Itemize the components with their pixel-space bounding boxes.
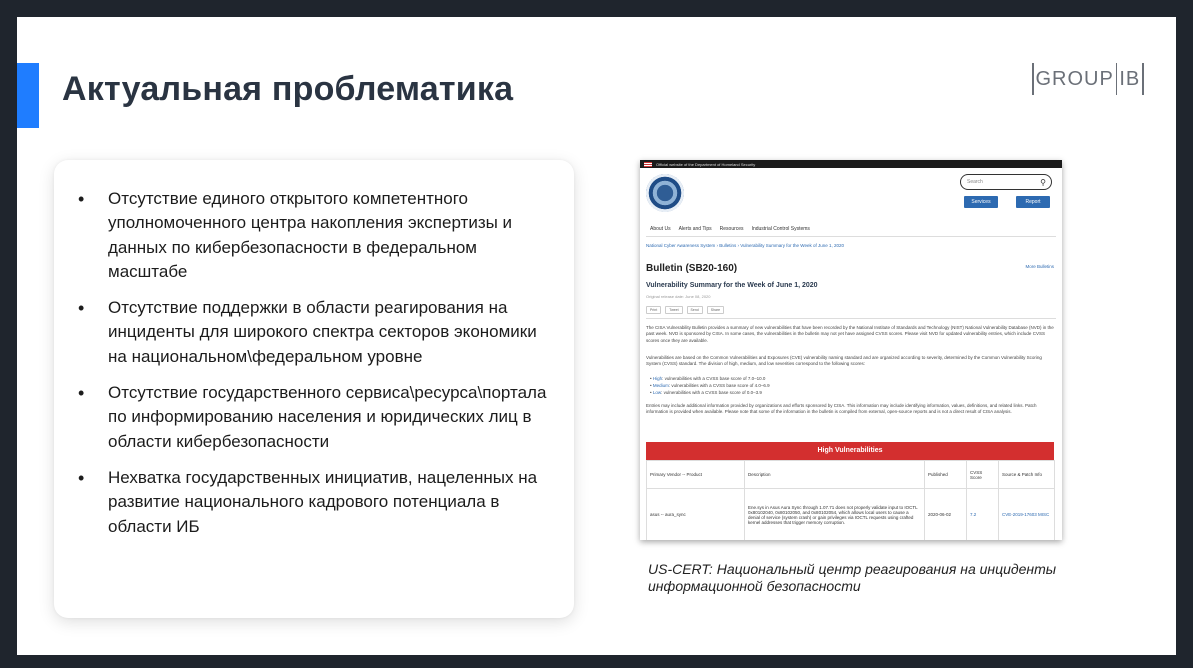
cisa-seal-icon <box>646 174 684 212</box>
screenshot-caption: US-CERT: Национальный центр реагирования на инциденты информационной безопасности <box>648 561 1057 594</box>
severity-item: • Low: vulnerabilities with a CVSS base score of 0.0–3.9 <box>650 390 762 395</box>
column-header: Source & Patch Info <box>999 461 1055 489</box>
vulnerabilities-table <box>646 460 1055 540</box>
entries-paragraph: Entries may include additional information provided by organizations and efforts sponsored by CISA. This information may include identifying information, values, definitions, and related links. Patch information is provided when available. Please note that some of the information in the bulletin is compiled from external, open-source reports and is not a direct result of CISA analysis. <box>646 403 1037 415</box>
search-input[interactable] <box>960 174 1052 190</box>
high-vulnerabilities-header: High Vulnerabilities <box>646 442 1054 460</box>
nav-divider <box>646 236 1056 237</box>
logo-text-right: IB <box>1119 67 1141 90</box>
gov-banner-text: Official website of the Department of Homeland Security <box>656 161 756 167</box>
logo-text-left: GROUP <box>1035 67 1114 90</box>
gov-banner <box>640 160 1062 168</box>
bullet-item: • Отсутствие поддержки в области реагирования на инциденты для широкого спектра секторов экономики на национальном\федеральном уровне <box>108 296 548 369</box>
bulletin-subheading: Vulnerability Summary for the Week of June 1, 2020 <box>646 282 818 289</box>
search-icon[interactable]: ⚲ <box>1040 178 1046 187</box>
nav-item-resources[interactable]: Resources <box>719 226 744 232</box>
breadcrumb[interactable]: National Cyber Awareness System › Bulletins › Vulnerability Summary for the Week of June 1, 2020 <box>646 243 845 248</box>
group-ib-logo <box>1030 64 1146 94</box>
share-print-button[interactable]: Print <box>646 306 661 314</box>
severity-paragraph: Vulnerabilities are based on the Common Vulnerabilities and Exposures (CVE) vulnerability naming standard and are organized according to severity, determined by the Common Vulnerability Scoring System (CVSS) standard. The division of high, medium, and low severities correspond to the following scores: <box>646 355 1042 367</box>
bullet-item: • Нехватка государственных инициатив, нацеленных на развитие национального кадрового потенциала в области ИБ <box>108 466 548 539</box>
column-header: Published <box>925 461 967 489</box>
table-header-row <box>647 461 1055 489</box>
table-cell: Ene.sys in Asus Aura Sync through 1.07.71 does not properly validate input to IOCTL 0x80102040, 0x80102050, and 0x80102054, which allows local users to cause a denial of service (system crash) or gain privileges via IOCTL requests using crafted kernel addresses that trigger memory corruption. <box>745 489 925 541</box>
share-buttons <box>646 306 724 314</box>
accent-bar <box>17 63 39 128</box>
us-flag-icon <box>644 162 652 167</box>
main-nav <box>650 226 810 232</box>
search-placeholder: Search <box>967 179 983 185</box>
table-cell: 2020-06-02 <box>925 489 967 541</box>
cvss-score-link[interactable]: 7.2 <box>967 489 999 541</box>
share-share-button[interactable]: Share <box>707 306 724 314</box>
slide-title: Актуальная проблематика <box>62 70 514 108</box>
bullet-item: • Отсутствие государственного сервиса\ресурса\портала по информированию населения и юридических лиц в области кибербезопасности <box>108 381 548 454</box>
more-bulletins-link[interactable]: More Bulletins <box>1025 264 1054 269</box>
share-send-button[interactable]: Send <box>687 306 703 314</box>
us-cert-screenshot <box>640 160 1062 540</box>
nav-item-about[interactable]: About Us <box>650 226 671 232</box>
severity-item: • High: vulnerabilities with a CVSS base score of 7.0–10.0 <box>650 376 766 381</box>
nav-item-alerts[interactable]: Alerts and Tips <box>678 226 712 232</box>
severity-link[interactable]: Medium <box>652 383 669 388</box>
intro-paragraph: The CISA Vulnerability Bulletin provides a summary of new vulnerabilities that have been recorded by the National Institute of Standards and Technology (NIST) National Vulnerability Database (NVD) in the past week. NVD is sponsored by CISA. In some cases, the vulnerabilities in the bulletin may not yet have assigned CVSS scores. Please visit NVD for updated vulnerability entries, which include CVSS scores once they are available. <box>646 325 1054 343</box>
report-button[interactable]: Report <box>1016 196 1050 208</box>
column-header: Description <box>745 461 925 489</box>
table-row <box>647 489 1055 541</box>
table-cell: asus -- aura_sync <box>647 489 745 541</box>
column-header: Primary Vendor -- Product <box>647 461 745 489</box>
severity-link[interactable]: Low <box>652 390 662 395</box>
column-header: CVSS Score <box>967 461 999 489</box>
severity-item: • Medium: vulnerabilities with a CVSS base score of 4.0–6.9 <box>650 383 770 388</box>
severity-link[interactable]: High <box>652 376 663 381</box>
bullet-item: • Отсутствие единого открытого компетентного уполномоченного центра накопления экспертизы и данных по кибербезопасности в федеральном масштабе <box>108 187 548 284</box>
bulletin-heading: Bulletin (SB20-160) <box>646 263 738 274</box>
release-date: Original release date: June 08, 2020 <box>646 294 711 299</box>
bullet-list <box>108 187 548 551</box>
nav-item-ics[interactable]: Industrial Control Systems <box>751 226 810 232</box>
content-divider <box>646 318 1056 319</box>
cve-link[interactable]: CVE-2019-17603 MISC <box>999 489 1055 541</box>
services-button[interactable]: Services <box>964 196 998 208</box>
share-tweet-button[interactable]: Tweet <box>665 306 682 314</box>
